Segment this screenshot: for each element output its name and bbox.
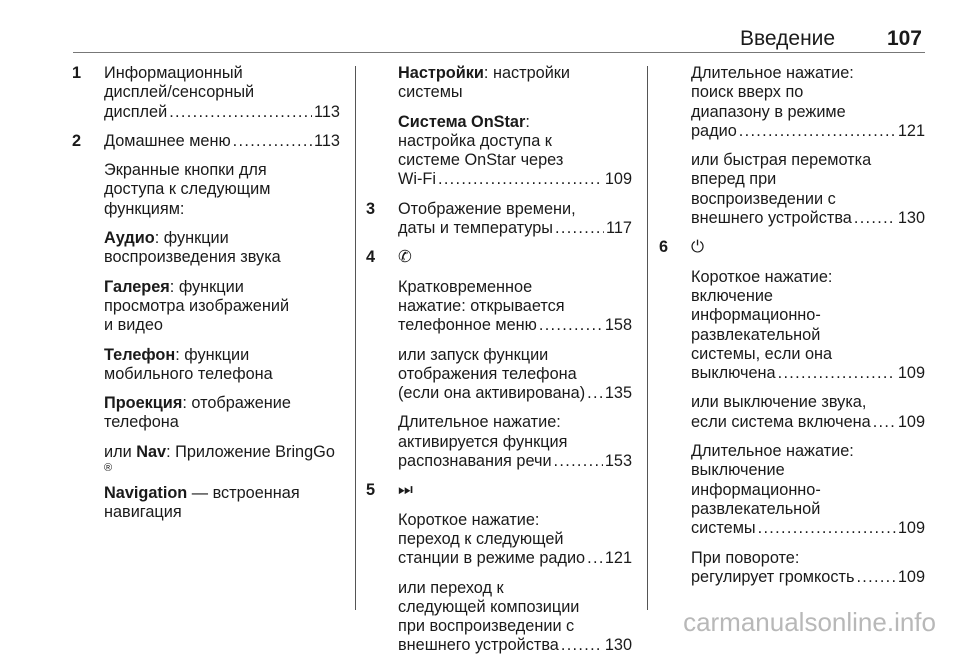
text-line: Длительное нажатие:	[691, 442, 854, 461]
entry-2-cont	[366, 64, 632, 190]
text-line: информационно-	[691, 306, 821, 325]
text-line: : отображение	[182, 394, 291, 413]
text-line: воспроизведении с	[691, 189, 836, 208]
text-line: : функции	[154, 229, 229, 248]
fast-forward-item	[691, 151, 925, 228]
entry-number: 2	[72, 131, 82, 150]
item-term: Проекция	[104, 394, 183, 413]
onstar-item	[398, 113, 632, 190]
text-line: Короткое нажатие:	[691, 267, 833, 286]
text-line: и видео	[104, 316, 163, 335]
text-line: (если она активирована)	[398, 384, 586, 403]
text-line: или переход к	[398, 578, 504, 597]
text-line: мобильного телефона	[104, 364, 273, 383]
phone-icon: ✆	[398, 248, 412, 267]
toc-line	[398, 452, 632, 471]
settings-item	[398, 64, 632, 103]
text-line: :	[525, 112, 530, 131]
text-line: следующей композиции	[398, 597, 580, 616]
page-ref: 113	[314, 102, 340, 121]
gallery-item	[104, 278, 340, 336]
text-line: или запуск функции	[398, 345, 549, 364]
column-divider-1	[355, 66, 356, 610]
text-line: развлекательной	[691, 499, 821, 518]
text-line: радио	[691, 121, 737, 140]
text-line: Длительное нажатие:	[398, 413, 561, 432]
column-divider-2	[647, 66, 648, 610]
text-line: системе OnStar через	[398, 151, 564, 170]
text-line: Длительное нажатие:	[691, 64, 854, 82]
header-divider	[73, 52, 925, 53]
page-ref: 121	[897, 121, 925, 140]
text-line: : Приложение BringGo	[166, 442, 335, 461]
audio-item	[104, 229, 340, 268]
text-line: системы	[691, 519, 756, 538]
item-term: Настройки	[398, 64, 484, 82]
column-1	[72, 64, 340, 533]
text-line: телефонное меню	[398, 316, 537, 335]
power-icon: ⏻	[691, 238, 704, 257]
toc-line	[398, 219, 632, 238]
text-line: телефона	[104, 413, 179, 432]
watermark: carmanualsonline.info	[683, 607, 936, 637]
text-line: диапазону в режиме	[691, 102, 846, 121]
entry-5-cont	[659, 64, 925, 228]
text-line: активируется функция	[398, 432, 568, 451]
toc-line	[691, 519, 925, 538]
toc-line	[398, 170, 632, 189]
toc-line	[691, 209, 925, 228]
text-line: выключение	[691, 461, 785, 480]
toc-line	[691, 568, 925, 587]
page-ref: 109	[604, 170, 632, 189]
toc-line	[398, 549, 632, 568]
item-term: Телефон	[104, 345, 176, 364]
column-2	[366, 64, 632, 666]
text-line: Экранные кнопки для	[104, 161, 267, 180]
text-line: : настройки системы	[398, 64, 571, 102]
page-ref: 153	[604, 452, 632, 471]
text-line: внешнего устройства	[691, 209, 852, 228]
text-line: регулирует громкость	[691, 567, 855, 586]
navigation-item	[104, 484, 340, 523]
item-term: Галерея	[104, 277, 170, 296]
entry-2	[72, 132, 340, 523]
text-line: если система включена	[691, 412, 871, 431]
page-ref: 109	[897, 364, 925, 383]
text-line: или	[104, 442, 137, 461]
text-line: вперед при	[691, 170, 777, 189]
text-line: Кратковременное	[398, 277, 533, 296]
text-line: выключена	[691, 364, 776, 383]
entry-6	[659, 238, 925, 587]
entry-number: 4	[366, 248, 376, 267]
item-term: Система OnStar	[398, 112, 526, 131]
page-number: 107	[886, 27, 922, 50]
short-press	[691, 268, 925, 384]
text-line: отображения телефона	[398, 364, 577, 383]
text-line: настройка доступа к	[398, 131, 552, 150]
or-item	[398, 346, 632, 404]
entry-number: 1	[72, 64, 82, 82]
toc-line	[691, 364, 925, 383]
text-line: : функции	[169, 277, 244, 296]
text-line: Информационный	[104, 64, 243, 82]
text-line: информационно-	[691, 480, 821, 499]
intro-text	[104, 161, 340, 219]
page-title: Введение	[740, 27, 836, 50]
page-ref: 135	[604, 384, 632, 403]
text-line: Домашнее меню	[104, 131, 231, 150]
toc-line	[398, 384, 632, 403]
text-line: просмотра изображений	[104, 296, 290, 315]
text-line: Отображение времени,	[398, 199, 576, 218]
text-line: или быстрая перемотка	[691, 151, 872, 170]
text-line: при воспроизведении с	[398, 617, 575, 636]
page-ref: 109	[897, 519, 925, 538]
or-item	[398, 579, 632, 656]
item-term: Аудио	[104, 229, 155, 248]
rotate-item	[691, 549, 925, 588]
entry-4	[366, 248, 632, 471]
text-line: или выключение звука,	[691, 393, 867, 412]
text-line: При повороте:	[691, 548, 800, 567]
toc-line	[398, 316, 632, 335]
text-line: дисплей	[104, 102, 168, 121]
short-press	[398, 278, 632, 336]
text-line: развлекательной	[691, 325, 821, 344]
entry-number: 6	[659, 238, 669, 257]
text-line: воспроизведения звука	[104, 248, 281, 267]
toc-line	[691, 413, 925, 432]
page-ref: 113	[314, 131, 340, 150]
text-line: системы, если она	[691, 344, 833, 363]
toc-line	[691, 122, 925, 141]
page-ref: 121	[604, 549, 632, 568]
entry-3	[366, 200, 632, 239]
projection-item	[104, 394, 340, 433]
phone-item	[104, 346, 340, 385]
page-ref: 130	[604, 636, 632, 655]
text-line: дисплей/сенсорный	[104, 83, 255, 102]
item-term: Navigation	[104, 484, 188, 503]
text-line: распознавания речи	[398, 452, 552, 471]
text-line: навигация	[104, 503, 182, 522]
long-press	[691, 442, 925, 538]
page-ref: 130	[897, 209, 925, 228]
short-press	[398, 511, 632, 569]
toc-line	[104, 132, 340, 151]
page-ref: 117	[606, 219, 632, 238]
entry-number: 5	[366, 481, 376, 500]
long-press	[691, 64, 925, 141]
toc-line	[104, 103, 340, 122]
text-line: Wi-Fi	[398, 170, 436, 189]
mute-item	[691, 393, 925, 432]
text-line: доступа к следующим	[104, 180, 271, 199]
text-line: станции в режиме радио	[398, 549, 586, 568]
text-line: переход к следующей	[398, 529, 564, 548]
text-line: : функции	[175, 345, 250, 364]
toc-line	[398, 636, 632, 655]
column-3	[659, 64, 925, 597]
long-press	[398, 413, 632, 471]
text-line: даты и температуры	[398, 219, 553, 238]
entry-number: 3	[366, 199, 376, 218]
registered-mark: ®	[104, 462, 113, 475]
text-line: функциям:	[104, 199, 185, 218]
entry-5	[366, 481, 632, 655]
entry-1	[72, 64, 340, 122]
page-ref: 109	[897, 412, 925, 431]
nav-item	[104, 443, 340, 474]
page-ref: 109	[897, 567, 925, 586]
text-line: внешнего устройства	[398, 636, 559, 655]
text-line: Короткое нажатие:	[398, 510, 540, 529]
text-line: — встроенная	[187, 484, 300, 503]
text-line: включение	[691, 286, 773, 305]
text-line: поиск вверх по	[691, 83, 804, 102]
next-track-icon: ⏭	[398, 481, 413, 500]
text-line: нажатие: открывается	[398, 296, 565, 315]
page-ref: 158	[604, 316, 632, 335]
item-term: Nav	[136, 442, 167, 461]
